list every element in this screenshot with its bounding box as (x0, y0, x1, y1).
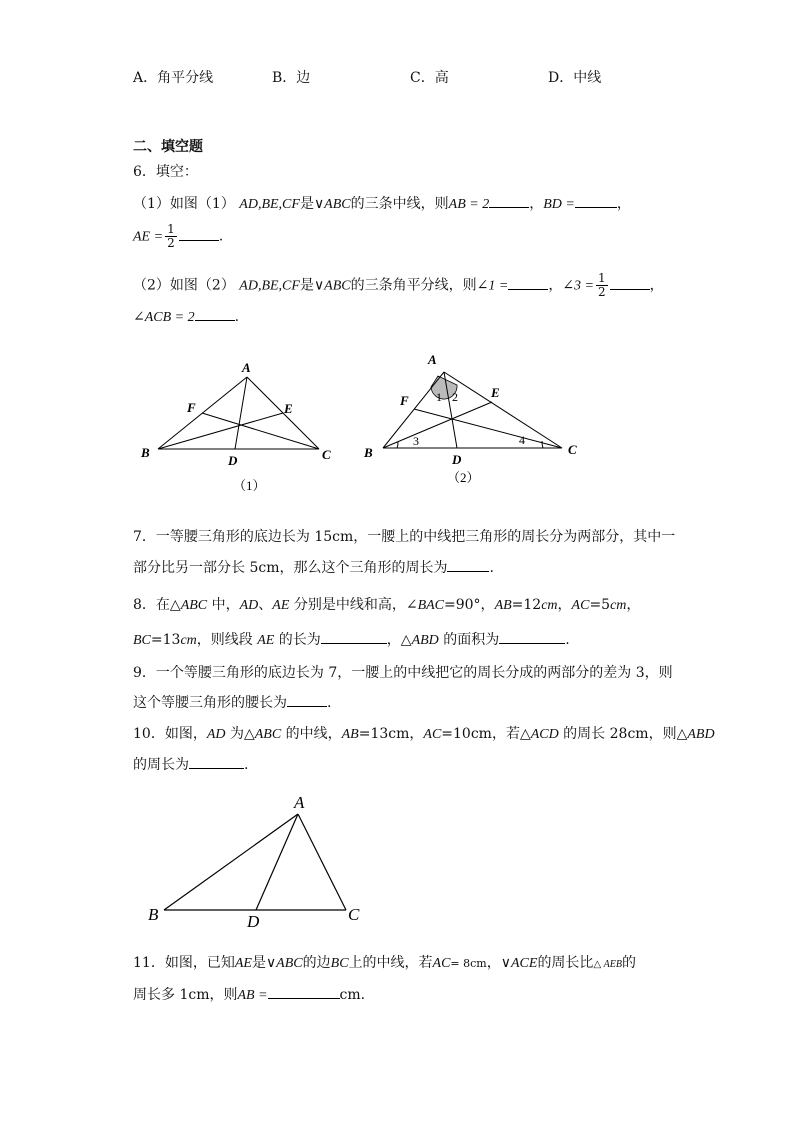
angle-label-4: 4 (519, 433, 525, 447)
label-e: E (491, 385, 500, 400)
label-b: B (141, 445, 150, 460)
q8-line1 (133, 594, 640, 614)
side-ab (164, 814, 298, 910)
q11-text: ， (486, 955, 501, 971)
angle-label-2: 2 (452, 390, 458, 404)
q8-var: ABD (411, 633, 439, 648)
q11-text: = 8cm (450, 957, 487, 970)
q8-line2 (133, 629, 570, 649)
q11-line1 (133, 952, 636, 972)
q6-p1-ab: AB = 2 (448, 197, 490, 212)
answer-blank[interactable] (268, 986, 340, 999)
bisector-cf (414, 409, 562, 448)
q8-unit: cm (541, 598, 558, 613)
period: . (327, 695, 332, 711)
q9-line1: 9．一个等腰三角形的底边长为 7，一腰上的中线把它的周长分成的两部分的差为 3，则 (133, 665, 673, 681)
answer-blank[interactable] (610, 277, 650, 290)
label-d: D (228, 453, 238, 468)
q8-var: BAC (417, 598, 445, 613)
q10-var: AC (423, 727, 442, 742)
answer-blank[interactable] (447, 559, 489, 572)
label-c: C (568, 442, 577, 457)
angle-label-3: 3 (413, 434, 419, 448)
q11-line2 (133, 984, 365, 1004)
label-f: F (187, 400, 196, 415)
choice-d: D．中线 (548, 70, 602, 86)
q11-text: 上的中线，若 (348, 955, 433, 971)
q8-text: 的面积为 (438, 632, 500, 648)
q8-var: AE (257, 633, 275, 648)
q6-p1-ae: AE = (133, 229, 164, 245)
label-c: C (348, 905, 360, 924)
fraction-denominator: 2 (167, 236, 175, 250)
answer-blank[interactable] (179, 228, 219, 241)
q10-text: =10cm，若△ (441, 726, 531, 742)
q8-text: =90°， (444, 597, 495, 613)
q8-unit: cm (610, 598, 627, 613)
q10-line2 (133, 754, 248, 774)
q6-p2-triangle: ∨ABC (313, 278, 351, 294)
q11-var: AE (234, 956, 252, 971)
fraction-numerator: 1 (598, 271, 606, 285)
angle-label-1: 1 (436, 390, 442, 404)
period: . (565, 632, 570, 648)
q11-text: 11．如图，已知 (133, 955, 235, 971)
q11-text: 的周长比 (537, 955, 594, 971)
q10-var: ABD (687, 727, 715, 742)
q8-text: 、 (258, 597, 273, 613)
q10-text: 为△ (225, 726, 255, 742)
q8-unit: cm (180, 633, 197, 648)
q6-part1-line1 (133, 193, 631, 213)
q6-p2-is: 是 (299, 277, 314, 294)
q11-var: AB = (237, 988, 268, 1003)
figure-3-triangle-median (140, 790, 380, 930)
q8-var: AE (272, 598, 290, 613)
fraction-denominator: 2 (598, 285, 606, 299)
q8-var: AB (494, 598, 512, 613)
q8-text: 的长为 (274, 632, 321, 648)
figure-1-caption: （1） (233, 478, 266, 493)
q11-unit: cm (339, 987, 361, 1003)
q8-text: 8．在△ (133, 597, 181, 613)
q11-var: BC (330, 956, 349, 971)
q8-text: =12 (511, 597, 542, 613)
separator: ， (529, 196, 544, 212)
q11-var: ∨ACE (500, 956, 538, 971)
fraction-one-half (165, 223, 177, 250)
q6-part2-line1 (133, 272, 664, 299)
answer-blank[interactable] (499, 631, 565, 644)
side-ac (298, 814, 346, 910)
period: . (360, 987, 366, 1003)
q6-p1-text: 的三条中线，则 (350, 196, 449, 212)
angle-3-arc (397, 442, 398, 448)
answer-blank[interactable] (321, 631, 387, 644)
q10-var: AD (206, 727, 226, 742)
q6-title: 6．填空： (133, 164, 198, 180)
q10-text: 的中线， (281, 726, 342, 742)
choice-c: C．高 (410, 70, 449, 86)
choice-b: B．边 (272, 70, 311, 86)
answer-blank[interactable] (508, 277, 548, 290)
section-heading: 二、填空题 (133, 139, 203, 155)
figure-2-caption: （2） (447, 470, 480, 485)
q11-text: 周长多 1cm，则 (133, 987, 238, 1003)
q10-line1 (133, 723, 715, 743)
q10-text: 10．如图， (133, 726, 207, 742)
q8-text: ， (557, 597, 572, 613)
q10-text: 的周长为 (133, 757, 189, 773)
q6-p2-text: 的三条角平分线，则 (350, 277, 477, 294)
period: . (218, 228, 224, 245)
q7-line1: 7．一等腰三角形的底边长为 15cm，一腰上的中线把三角形的周长分为两部分，其中一 (133, 529, 676, 545)
q8-text: ，△ (386, 632, 412, 648)
q6-p2-lines: AD,BE,CF (239, 278, 300, 294)
label-e: E (284, 401, 293, 416)
q10-text: =13cm， (358, 726, 424, 742)
label-c: C (322, 447, 331, 462)
label-d: D (452, 452, 462, 467)
q7-line2-text: 部分比另一部分长 5cm，那么这个三角形的周长为 (133, 560, 448, 576)
q6-p1-lines: AD,BE,CF (239, 197, 300, 212)
period: . (234, 309, 240, 325)
answer-blank[interactable] (195, 308, 235, 321)
label-b: B (148, 905, 159, 924)
separator: ， (649, 277, 664, 294)
q11-var: ∨ABC (265, 956, 303, 971)
period: . (244, 757, 249, 773)
q11-var: △ AEB (593, 959, 622, 970)
angle-4-arc (542, 441, 543, 448)
q8-text: =13 (150, 632, 181, 648)
q8-text: =5 (589, 597, 611, 613)
label-a: A (294, 793, 305, 812)
q8-var: AD (239, 598, 259, 613)
q8-text: 分别是中线和高，∠ (289, 597, 418, 613)
figure-1-triangle-medians (135, 355, 345, 500)
q6-part2-line2 (133, 308, 239, 326)
label-b: B (364, 445, 373, 460)
q8-var: BC (133, 633, 151, 648)
q8-text: ，则线段 (196, 632, 258, 648)
label-a: A (428, 352, 437, 367)
q11-text: 是 (251, 955, 266, 971)
answer-blank[interactable] (575, 195, 617, 208)
q6-part1-line2 (133, 223, 223, 250)
q11-text: 的 (621, 955, 636, 971)
q10-var: ACD (530, 727, 559, 742)
answer-blank[interactable] (287, 694, 327, 707)
q6-p1-prefix: （1）如图（1） (133, 196, 235, 212)
side-ac (444, 372, 562, 448)
median-ad (235, 377, 247, 449)
q8-text: 中， (207, 597, 240, 613)
q8-var: AC (571, 598, 590, 613)
q6-p2-angle1: ∠1 = (476, 278, 509, 294)
label-d: D (247, 912, 260, 930)
q6-p1-triangle: ∨ABC (313, 197, 351, 212)
period: . (489, 560, 494, 576)
q9-line2 (133, 692, 331, 712)
q7-line2 (133, 557, 494, 577)
answer-blank[interactable] (489, 195, 529, 208)
label-a: A (242, 360, 251, 375)
q8-text: ， (626, 597, 641, 613)
answer-blank[interactable] (189, 756, 244, 769)
q11-text: 的边 (302, 955, 331, 971)
q8-var: ABC (180, 598, 208, 613)
q6-p2-prefix: （2）如图（2） (133, 277, 235, 294)
q6-p2-acb: ∠ACB = 2 (133, 310, 195, 325)
q11-var: AC (432, 956, 451, 971)
q6-p1-bd: BD = (543, 197, 575, 212)
q9-line2-text: 这个等腰三角形的腰长为 (133, 695, 287, 711)
q10-var: ABC (254, 727, 282, 742)
q10-var: AB (341, 727, 359, 742)
separator: ， (548, 277, 563, 294)
q6-p1-is: 是 (299, 196, 314, 212)
separator: ， (616, 196, 631, 212)
fraction-one-half (596, 272, 608, 299)
choice-a: A．角平分线 (133, 70, 214, 86)
figure-2-triangle-bisectors (360, 348, 590, 493)
fraction-numerator: 1 (167, 222, 175, 236)
q6-p2-angle3: ∠3 = (562, 278, 595, 294)
label-f: F (400, 393, 409, 408)
q10-text: 的周长 28cm，则△ (558, 726, 688, 742)
